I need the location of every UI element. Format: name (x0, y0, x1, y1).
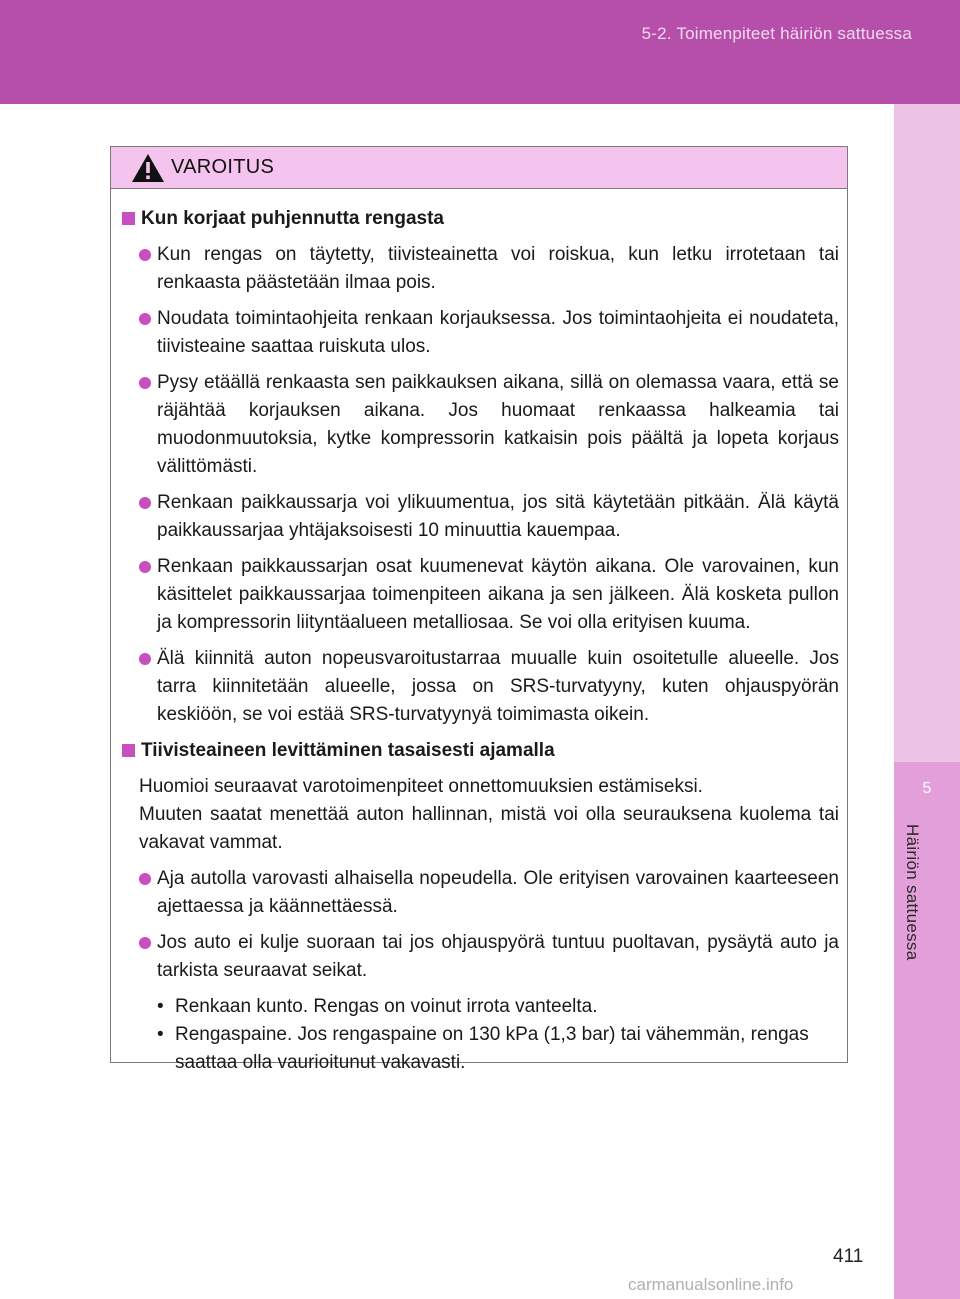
warning-triangle-icon (131, 153, 165, 183)
list-item (139, 305, 839, 361)
warning-body (111, 189, 847, 1077)
intro-paragraph (139, 773, 839, 857)
list-item (139, 553, 839, 637)
list-item (139, 865, 839, 921)
warning-title: VAROITUS (171, 156, 275, 178)
section-heading (119, 737, 839, 765)
section-heading (119, 205, 839, 233)
intro-line: Huomioi seuraavat varotoimenpiteet onnettomuuksien estämiseksi. (139, 776, 703, 797)
list-item-text: Noudata toimintaohjeita renkaan korjauksessa. Jos toimintaohjeita ei noudateta, tiivisteaine saattaa ruiskuta ulos. (157, 308, 839, 357)
small-bullet-icon: • (157, 996, 164, 1017)
round-bullet-icon (139, 561, 151, 573)
list-item (139, 645, 839, 729)
round-bullet-icon (139, 937, 151, 949)
list-item (139, 929, 839, 985)
list-item (139, 369, 839, 481)
intro-line: Muuten saatat menettää auton hallinnan, mistä voi olla seurauksena kuolema tai vakavat vammat. (139, 804, 839, 853)
page-number: 411 (833, 1246, 864, 1267)
warning-box (110, 146, 848, 1073)
round-bullet-icon (139, 377, 151, 389)
chapter-label: Häiriön sattuessa (903, 824, 922, 961)
section-title: 5-2. Toimenpiteet häiriön sattuessa (641, 24, 912, 43)
sub-list-item-text: Renkaan kunto. Rengas on voinut irrota vanteelta. (175, 996, 598, 1017)
sub-list-item-text: Rengaspaine. Jos rengaspaine on 130 kPa (1,3 bar) tai vähemmän, rengas saattaa olla vaurioitunut vakavasti. (175, 1024, 809, 1073)
chapter-number: 5 (922, 780, 932, 797)
round-bullet-icon (139, 653, 151, 665)
round-bullet-icon (139, 873, 151, 885)
list-item-text: Jos auto ei kulje suoraan tai jos ohjauspyörä tuntuu puoltavan, pysäytä auto ja tarkista seuraavat seikat. (157, 932, 839, 981)
list-item-text: Renkaan paikkaussarja voi ylikuumentua, jos sitä käytetään pitkään. Älä käytä paikkaussarjaa yhtäjaksoisesti 10 minuuttia kauempaa. (157, 492, 839, 541)
list-item-text: Kun rengas on täytetty, tiivisteainetta voi roiskua, kun letku irrotetaan tai renkaasta päästetään ilmaa pois. (157, 244, 839, 293)
square-bullet-icon (122, 212, 135, 225)
header-band (0, 0, 960, 104)
sub-list (157, 993, 839, 1077)
round-bullet-icon (139, 497, 151, 509)
section-heading-text: Kun korjaat puhjennutta rengasta (141, 208, 444, 229)
sub-list-item (157, 993, 839, 1021)
watermark: carmanualsonline.info (628, 1275, 794, 1294)
section-heading-text: Tiivisteaineen levittäminen tasaisesti ajamalla (141, 740, 555, 761)
list-item (139, 241, 839, 297)
sub-list-item (157, 1021, 839, 1077)
warning-header (111, 147, 847, 189)
list-item-text: Pysy etäällä renkaasta sen paikkauksen aikana, sillä on olemassa vaara, että se räjähtää korjauksen aikana. Jos huomaat renkaassa halkeamia tai muodonmuutoksia, kytke kompressorin katkaisin pois päältä ja lopeta korjaus välittömästi. (157, 372, 839, 477)
square-bullet-icon (122, 744, 135, 757)
round-bullet-icon (139, 313, 151, 325)
list-item-text: Renkaan paikkaussarjan osat kuumenevat käytön aikana. Ole varovainen, kun käsittelet paikkaussarjaa toimenpiteen aikana ja sen jälkeen. Älä kosketa pullon ja kompressorin liityntäalueen metalliosaa. Se voi olla erityisen kuuma. (157, 556, 839, 633)
list-item (139, 489, 839, 545)
side-tab-background (894, 104, 960, 762)
list-item-text: Älä kiinnitä auton nopeusvaroitustarraa muualle kuin osoitetulle alueelle. Jos tarra kiinnitetään alueelle, jossa on SRS-turvatyyny, kuten ohjauspyörän keskiöön, se voi estää SRS-turvatyynyä toimimasta oikein. (157, 648, 839, 725)
list-item-text: Aja autolla varovasti alhaisella nopeudella. Ole erityisen varovainen kaarteeseen ajettaessa ja käännettäessä. (157, 868, 839, 917)
small-bullet-icon: • (157, 1024, 164, 1045)
round-bullet-icon (139, 249, 151, 261)
chapter-tab[interactable] (894, 762, 960, 1299)
